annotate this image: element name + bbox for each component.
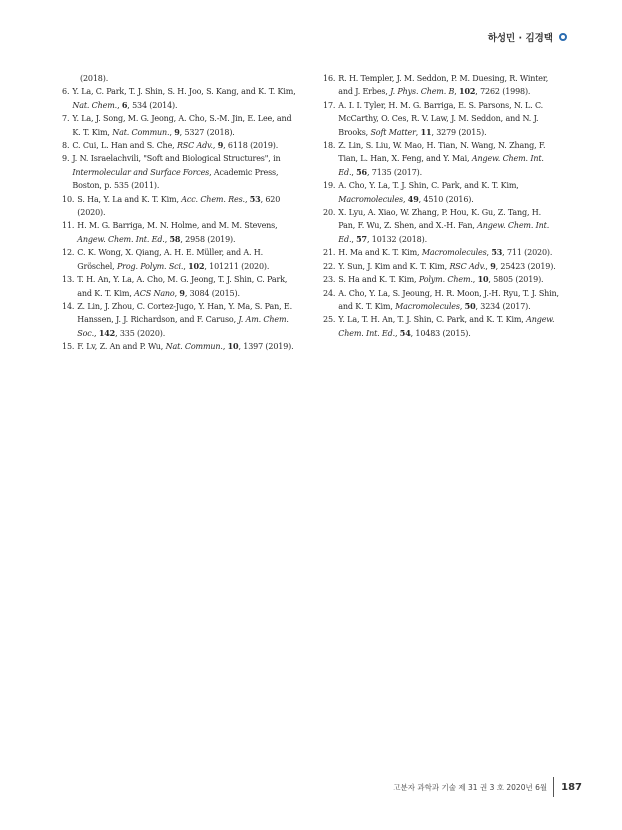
reference-item [62,152,298,192]
volume-number: 58 [169,233,181,244]
reference-number: 13. [62,275,75,285]
reference-segment: F. Lv, Z. An and P. Wu, [77,342,166,352]
volume-number: 50 [464,300,476,311]
reference-text [338,313,559,340]
reference-item [323,260,559,273]
reference-segment: Y. La, C. Park, T. J. Shin, S. H. Joo, S. Kang, and K. T. Kim, [72,87,296,97]
footer-divider [553,777,554,797]
reference-segment: , 4510 (2016). [418,194,474,204]
reference-segment: , [415,127,421,137]
reference-segment: , [472,275,478,285]
journal-name: RSC Adv. [449,261,486,271]
reference-number: 15. [62,342,75,352]
reference-segment: , 101211 (2020). [204,261,270,271]
reference-segment: , [94,328,99,338]
reference-segment: , [486,248,492,258]
page-footer [393,777,582,797]
journal-name: J. Am. Chem. Soc. [77,315,289,338]
journal-name: J. Phys. Chem. B [390,87,455,97]
reference-number: 20. [323,208,336,218]
reference-segment: , 7135 (2017). [366,167,423,177]
reference-text [72,139,298,152]
journal-name: Nat. Commun. [165,342,223,352]
reference-number: 14. [62,301,75,311]
reference-segment: X. Lyu, A. Xiao, W. Zhang, P. Hou, K. Gu, Z. Tang, H. Pan, F. Wu, Z. Shen, and X.-H. Fan, [338,208,542,231]
running-header [488,30,567,44]
volume-number: 10 [477,274,489,285]
reference-segment: R. H. Templer, J. M. Seddon, P. M. Duesing, R. Winter, and J. Erbes, [338,74,549,97]
volume-number: 11 [420,126,432,137]
reference-text [338,99,559,139]
volume-number: 102 [188,260,205,271]
reference-segment: , 335 (2020). [115,328,166,338]
reference-text [338,206,559,246]
reference-segment: , 3234 (2017). [475,301,531,311]
reference-segment: , [351,167,357,177]
reference-segment: , [394,328,400,338]
journal-name: Angew. Chem. Int. Ed. [338,154,544,177]
reference-segment: Y. La, J. Song, M. G. Jeong, A. Cho, S.-M. Jin, E. Lee, and K. T. Kim, [72,114,292,137]
reference-number: 9. [62,154,70,164]
reference-text [65,72,298,85]
reference-segment: , 5805 (2019). [488,275,544,285]
volume-number: 53 [249,193,261,204]
reference-segment: , [351,234,357,244]
reference-item [323,287,559,314]
reference-item [323,72,559,99]
reference-text [72,112,298,139]
reference-text [338,179,559,206]
reference-segment: , 3279 (2015). [431,127,487,137]
reference-text [338,139,559,179]
reference-text [77,340,298,353]
reference-segment: , 620 (2020). [77,194,281,218]
reference-item [62,139,298,152]
journal-name: Macromolecules [338,194,403,204]
reference-segment: C. K. Wong, X. Qiang, A. H. E. Müller, and A. H. Gröschel, [77,248,263,271]
volume-number: 102 [459,86,476,97]
reference-segment: , 2958 (2019). [180,234,236,244]
volume-number: 56 [356,166,367,177]
reference-text [338,72,559,99]
journal-name: ACS Nano [134,288,175,298]
reference-item [62,193,298,220]
journal-name: Intermolecular and Surface Forces [72,167,210,177]
reference-number: 24. [323,288,336,298]
reference-text [338,273,559,286]
journal-name: Angew. Chem. Int. Ed. [338,315,555,338]
reference-segment: H. Ma and K. T. Kim, [338,248,422,258]
volume-number: 49 [407,193,419,204]
reference-segment: A. I. I. Tyler, H. M. G. Barriga, E. S. Parsons, N. L. C. McCarthy, O. Ces, R. V. Law, J. M. Seddon, and N. J. Brooks, [338,100,544,137]
reference-segment: J. N. Israelachvili, "Soft and Biological Structures", in [72,154,281,164]
reference-segment: , [164,234,170,244]
reference-segment: , [117,100,122,110]
reference-segment: , [222,342,228,352]
reference-segment: C. Cui, L. Han and S. Che, [72,141,177,151]
reference-number: 25. [323,315,336,325]
journal-info: 고분자 과학과 기술 제 31 권 3 호 2020년 6월 [393,782,548,792]
reference-segment: A. Cho, Y. La, S. Jeoung, H. R. Moon, J.-H. Ryu, T. J. Shin, and K. T. Kim, [338,288,559,311]
journal-name: Polym. Chem. [418,275,473,285]
reference-segment: , 5327 (2018). [179,127,235,137]
reference-segment: Z. Lin, S. Liu, W. Mao, H. Tian, N. Wang, N. Zhang, F. Tian, L. Han, X. Feng, and Y. Mai, [338,141,546,164]
reference-number: 22. [323,261,336,271]
reference-number: 12. [62,248,75,258]
references-right-column [323,72,559,340]
reference-segment: , [212,141,218,151]
volume-number: 9 [217,140,224,151]
volume-number: 57 [356,233,367,244]
reference-item [62,340,298,353]
reference-item [62,219,298,246]
reference-segment: , 711 (2020). [502,248,553,258]
reference-number: 21. [323,248,336,258]
reference-item [323,179,559,206]
journal-name: Macromolecules [395,301,460,311]
reference-number: 16. [323,74,336,83]
journal-name: Macromolecules [421,248,487,258]
reference-number: 8. [62,141,70,151]
volume-number: 142 [98,327,116,338]
reference-segment: , 1397 (2019). [238,342,294,352]
reference-segment: , 7262 (1998). [475,87,531,97]
volume-number: 9 [490,260,496,271]
reference-segment: , [485,261,491,271]
reference-segment: , 534 (2014). [127,100,178,110]
reference-text [338,260,559,273]
header-authors: 하성민 · 김경택 [487,33,553,44]
volume-number: 9 [174,126,180,137]
reference-segment: Y. Sun, J. Kim and K. T. Kim, [338,261,450,271]
volume-number: 53 [491,247,503,258]
reference-text [77,193,298,220]
reference-item [323,99,559,139]
reference-item [62,300,298,340]
reference-number: 19. [323,181,336,191]
reference-number: 10. [62,194,75,204]
reference-number: 23. [323,275,336,285]
page-number: 187 [561,781,582,793]
journal-name: Angew. Chem. Int. Ed. [77,234,165,244]
reference-segment: , [454,87,460,97]
reference-segment: , Academic Press, Boston, p. 535 (2011). [72,167,279,191]
reference-text [72,152,298,192]
reference-segment: , [183,261,189,271]
reference-segment: S. Ha, Y. La and K. T. Kim, [77,194,182,204]
reference-item [323,273,559,286]
reference-text [72,85,298,112]
journal-name: Prog. Polym. Sci. [116,261,184,271]
reference-item [323,139,559,179]
reference-segment: , [403,194,408,204]
reference-segment: Y. La, T. H. An, T. J. Shin, C. Park, and K. T. Kim, [338,315,527,325]
reference-segment: , [459,301,465,311]
reference-number: 17. [323,100,336,110]
reference-number: 11. [62,221,75,231]
reference-item [62,112,298,139]
reference-segment: , [244,194,250,204]
volume-number: 54 [399,327,411,338]
volume-number: 10 [227,341,239,352]
reference-segment: , 25423 (2019). [495,261,556,271]
reference-text [338,287,559,314]
reference-segment: , 10483 (2015). [410,328,471,338]
journal-name: Nat. Chem. [72,100,118,110]
reference-item [62,85,298,112]
reference-segment: , 3084 (2015). [184,288,240,298]
references-left-column [62,72,298,354]
journal-name: Soft Matter [370,127,416,137]
reference-text [77,219,298,246]
reference-text [77,300,298,340]
reference-text [77,246,298,273]
reference-segment: Z. Lin, J. Zhou, C. Cortez-Jugo, Y. Han, Y. Ma, S. Pan, E. Hanssen, J. J. Richardson, and F. Caruso, [77,301,292,325]
reference-segment: , 10132 (2018). [366,234,427,244]
reference-item [323,313,559,340]
reference-segment: , [174,288,180,298]
reference-item [62,246,298,273]
reference-text [338,246,559,259]
reference-segment: H. M. G. Barriga, M. N. Holme, and M. M. Stevens, [77,221,278,231]
reference-segment: S. Ha and K. T. Kim, [338,275,419,285]
reference-item [62,72,298,85]
volume-number: 9 [179,287,185,298]
reference-item [323,206,559,246]
reference-item [62,273,298,300]
reference-segment: (2018). [80,74,109,83]
journal-name: RSC Adv. [176,141,213,151]
reference-segment: , [169,127,175,137]
reference-text [77,273,298,300]
journal-name: Angew. Chem. Int. Ed. [338,221,550,244]
reference-segment: , 6118 (2019). [223,141,279,151]
blue-ring-icon [559,33,567,41]
reference-number: 7. [62,114,70,124]
reference-segment: T. H. An, Y. La, A. Cho, M. G. Jeong, T. J. Shin, C. Park, and K. T. Kim, [77,275,288,298]
reference-number: 6. [62,87,70,97]
journal-name: Acc. Chem. Res. [181,194,245,204]
reference-number: 18. [323,141,336,151]
journal-name: Nat. Commun. [112,127,170,137]
volume-number: 6 [121,99,128,110]
reference-item [323,246,559,259]
reference-segment: A. Cho, Y. La, T. J. Shin, C. Park, and K. T. Kim, [338,181,519,191]
